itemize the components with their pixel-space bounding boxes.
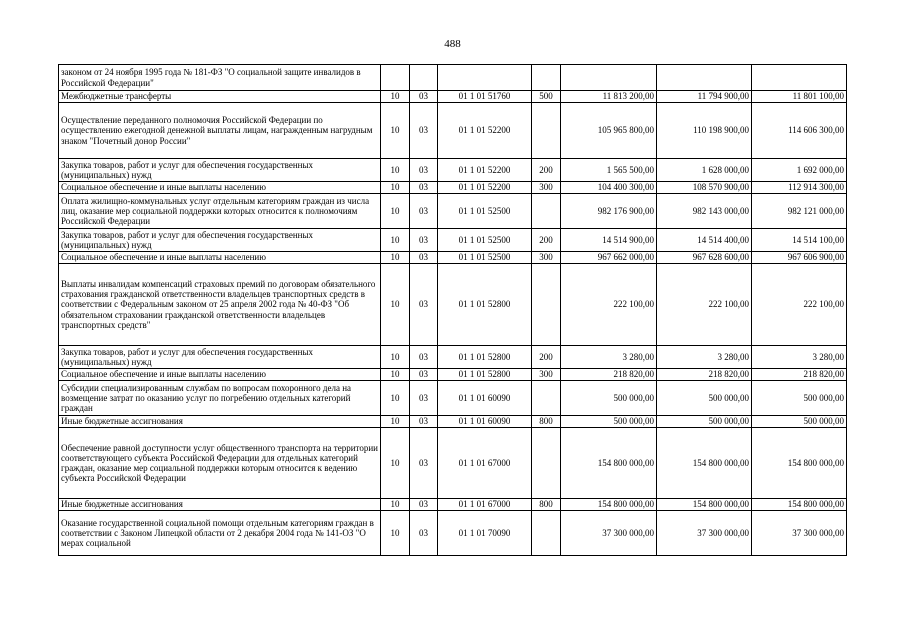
section-code-cell: 10 — [381, 252, 410, 264]
amount-year-3-cell: 3 280,00 — [752, 346, 847, 369]
expense-type-code-cell: 300 — [532, 369, 561, 381]
target-article-code-cell: 01 1 01 52200 — [438, 182, 532, 194]
subsection-code-cell: 03 — [410, 369, 438, 381]
amount-year-3-cell: 967 606 900,00 — [752, 252, 847, 264]
amount-year-3-cell — [752, 65, 847, 91]
amount-year-1-cell: 154 800 000,00 — [561, 499, 657, 511]
table-row — [59, 159, 847, 182]
amount-year-3-cell: 500 000,00 — [752, 381, 847, 416]
section-code-cell: 10 — [381, 91, 410, 103]
table-row — [59, 252, 847, 264]
amount-year-1-cell: 104 400 300,00 — [561, 182, 657, 194]
section-code-cell: 10 — [381, 499, 410, 511]
amount-year-1-cell: 218 820,00 — [561, 369, 657, 381]
table-row — [59, 91, 847, 103]
amount-year-3-cell: 14 514 100,00 — [752, 229, 847, 252]
subsection-code-cell: 03 — [410, 346, 438, 369]
amount-year-3-cell: 218 820,00 — [752, 369, 847, 381]
expense-type-code-cell — [532, 381, 561, 416]
section-code-cell: 10 — [381, 369, 410, 381]
budget-table — [58, 64, 847, 556]
amount-year-3-cell: 37 300 000,00 — [752, 511, 847, 556]
amount-year-1-cell: 14 514 900,00 — [561, 229, 657, 252]
item-name-cell: Иные бюджетные ассигнования — [59, 416, 381, 428]
item-name-cell: Оказание государственной социальной помощи отдельным категориям граждан в соответствии с Законом Липецкой области от 2 декабря 2004 года № 141-ОЗ "О мерах социальной — [59, 511, 381, 556]
expense-type-code-cell: 800 — [532, 499, 561, 511]
expense-type-code-cell: 200 — [532, 346, 561, 369]
target-article-code-cell: 01 1 01 52800 — [438, 369, 532, 381]
table-row — [59, 229, 847, 252]
item-name-cell: Межбюджетные трансферты — [59, 91, 381, 103]
amount-year-1-cell: 982 176 900,00 — [561, 194, 657, 229]
amount-year-2-cell: 982 143 000,00 — [657, 194, 752, 229]
item-name-cell: Социальное обеспечение и иные выплаты населению — [59, 252, 381, 264]
table-row — [59, 346, 847, 369]
subsection-code-cell: 03 — [410, 159, 438, 182]
section-code-cell: 10 — [381, 428, 410, 499]
amount-year-1-cell: 37 300 000,00 — [561, 511, 657, 556]
target-article-code-cell: 01 1 01 52800 — [438, 264, 532, 346]
section-code-cell: 10 — [381, 264, 410, 346]
amount-year-3-cell: 154 800 000,00 — [752, 499, 847, 511]
target-article-code-cell: 01 1 01 52200 — [438, 159, 532, 182]
amount-year-3-cell: 114 606 300,00 — [752, 103, 847, 159]
item-name-cell: Закупка товаров, работ и услуг для обеспечения государственных (муниципальных) нужд — [59, 346, 381, 369]
amount-year-2-cell: 154 800 000,00 — [657, 428, 752, 499]
subsection-code-cell: 03 — [410, 511, 438, 556]
item-name-cell: Закупка товаров, работ и услуг для обеспечения государственных (муниципальных) нужд — [59, 159, 381, 182]
target-article-code-cell: 01 1 01 52500 — [438, 252, 532, 264]
section-code-cell: 10 — [381, 511, 410, 556]
subsection-code-cell: 03 — [410, 252, 438, 264]
amount-year-2-cell: 110 198 900,00 — [657, 103, 752, 159]
amount-year-2-cell: 11 794 900,00 — [657, 91, 752, 103]
section-code-cell: 10 — [381, 182, 410, 194]
table-row — [59, 194, 847, 229]
amount-year-2-cell: 37 300 000,00 — [657, 511, 752, 556]
section-code-cell: 10 — [381, 416, 410, 428]
amount-year-1-cell: 154 800 000,00 — [561, 428, 657, 499]
amount-year-1-cell: 105 965 800,00 — [561, 103, 657, 159]
expense-type-code-cell — [532, 511, 561, 556]
amount-year-2-cell: 3 280,00 — [657, 346, 752, 369]
amount-year-3-cell: 112 914 300,00 — [752, 182, 847, 194]
expense-type-code-cell — [532, 264, 561, 346]
amount-year-2-cell: 218 820,00 — [657, 369, 752, 381]
expense-type-code-cell: 500 — [532, 91, 561, 103]
section-code-cell: 10 — [381, 103, 410, 159]
amount-year-2-cell: 967 628 600,00 — [657, 252, 752, 264]
amount-year-2-cell: 222 100,00 — [657, 264, 752, 346]
item-name-cell: Обеспечение равной доступности услуг общественного транспорта на территории соответствующего субъекта Российской Федерации для отдельных категорий граждан, оказание мер социальной поддержки которым относится к ведению субъекта Российской Федерации — [59, 428, 381, 499]
amount-year-1-cell: 1 565 500,00 — [561, 159, 657, 182]
table-row — [59, 369, 847, 381]
section-code-cell: 10 — [381, 159, 410, 182]
amount-year-3-cell: 11 801 100,00 — [752, 91, 847, 103]
target-article-code-cell: 01 1 01 60090 — [438, 381, 532, 416]
target-article-code-cell: 01 1 01 60090 — [438, 416, 532, 428]
item-name-cell: Осуществление переданного полномочия Российской Федерации по осуществлению ежегодной денежной выплаты лицам, награжденным нагрудным знаком "Почетный донор России" — [59, 103, 381, 159]
subsection-code-cell: 03 — [410, 194, 438, 229]
expense-type-code-cell — [532, 194, 561, 229]
amount-year-2-cell — [657, 65, 752, 91]
amount-year-2-cell: 108 570 900,00 — [657, 182, 752, 194]
target-article-code-cell: 01 1 01 67000 — [438, 499, 532, 511]
target-article-code-cell: 01 1 01 52200 — [438, 103, 532, 159]
amount-year-1-cell: 3 280,00 — [561, 346, 657, 369]
target-article-code-cell: 01 1 01 70090 — [438, 511, 532, 556]
amount-year-3-cell: 500 000,00 — [752, 416, 847, 428]
item-name-cell: Выплаты инвалидам компенсаций страховых премий по договорам обязательного страхования гражданской ответственности владельцев транспортных средств в соответствии с Федеральным законом от 25 апреля 2002 года № 40-ФЗ "Об обязательном страховании гражданской ответственности владельцев транспортных средств" — [59, 264, 381, 346]
expense-type-code-cell: 300 — [532, 252, 561, 264]
subsection-code-cell — [410, 65, 438, 91]
expense-type-code-cell — [532, 428, 561, 499]
table-row — [59, 65, 847, 91]
amount-year-3-cell: 982 121 000,00 — [752, 194, 847, 229]
table-row — [59, 264, 847, 346]
expense-type-code-cell — [532, 103, 561, 159]
amount-year-2-cell: 500 000,00 — [657, 416, 752, 428]
table-row — [59, 416, 847, 428]
subsection-code-cell: 03 — [410, 264, 438, 346]
subsection-code-cell: 03 — [410, 499, 438, 511]
amount-year-1-cell — [561, 65, 657, 91]
amount-year-1-cell: 967 662 000,00 — [561, 252, 657, 264]
subsection-code-cell: 03 — [410, 182, 438, 194]
expense-type-code-cell: 200 — [532, 159, 561, 182]
amount-year-2-cell: 14 514 400,00 — [657, 229, 752, 252]
amount-year-1-cell: 11 813 200,00 — [561, 91, 657, 103]
page-number: 488 — [444, 38, 461, 50]
section-code-cell — [381, 65, 410, 91]
expense-type-code-cell: 800 — [532, 416, 561, 428]
amount-year-2-cell: 1 628 000,00 — [657, 159, 752, 182]
table-row — [59, 381, 847, 416]
expense-type-code-cell: 300 — [532, 182, 561, 194]
item-name-cell: законом от 24 ноября 1995 года № 181-ФЗ "О социальной защите инвалидов в Российской Федерации" — [59, 65, 381, 91]
subsection-code-cell: 03 — [410, 381, 438, 416]
target-article-code-cell: 01 1 01 52800 — [438, 346, 532, 369]
item-name-cell: Социальное обеспечение и иные выплаты населению — [59, 182, 381, 194]
section-code-cell: 10 — [381, 229, 410, 252]
target-article-code-cell: 01 1 01 52500 — [438, 194, 532, 229]
item-name-cell: Субсидии специализированным службам по вопросам похоронного дела на возмещение затрат по оказанию услуг по погребению отдельных категорий граждан — [59, 381, 381, 416]
expense-type-code-cell: 200 — [532, 229, 561, 252]
section-code-cell: 10 — [381, 346, 410, 369]
amount-year-1-cell: 500 000,00 — [561, 416, 657, 428]
subsection-code-cell: 03 — [410, 416, 438, 428]
amount-year-1-cell: 500 000,00 — [561, 381, 657, 416]
target-article-code-cell: 01 1 01 67000 — [438, 428, 532, 499]
section-code-cell: 10 — [381, 381, 410, 416]
target-article-code-cell — [438, 65, 532, 91]
target-article-code-cell: 01 1 01 51760 — [438, 91, 532, 103]
table-row — [59, 103, 847, 159]
amount-year-2-cell: 500 000,00 — [657, 381, 752, 416]
subsection-code-cell: 03 — [410, 91, 438, 103]
amount-year-3-cell: 222 100,00 — [752, 264, 847, 346]
table-row — [59, 499, 847, 511]
subsection-code-cell: 03 — [410, 103, 438, 159]
target-article-code-cell: 01 1 01 52500 — [438, 229, 532, 252]
table-row — [59, 428, 847, 499]
item-name-cell: Социальное обеспечение и иные выплаты населению — [59, 369, 381, 381]
subsection-code-cell: 03 — [410, 428, 438, 499]
item-name-cell: Иные бюджетные ассигнования — [59, 499, 381, 511]
budget-table-body — [59, 65, 847, 556]
item-name-cell: Закупка товаров, работ и услуг для обеспечения государственных (муниципальных) нужд — [59, 229, 381, 252]
amount-year-2-cell: 154 800 000,00 — [657, 499, 752, 511]
amount-year-1-cell: 222 100,00 — [561, 264, 657, 346]
subsection-code-cell: 03 — [410, 229, 438, 252]
amount-year-3-cell: 154 800 000,00 — [752, 428, 847, 499]
item-name-cell: Оплата жилищно-коммунальных услуг отдельным категориям граждан из числа лиц, оказание мер социальной поддержки которых относится к полномочиям Российской Федерации — [59, 194, 381, 229]
expense-type-code-cell — [532, 65, 561, 91]
section-code-cell: 10 — [381, 194, 410, 229]
table-row — [59, 182, 847, 194]
table-row — [59, 511, 847, 556]
amount-year-3-cell: 1 692 000,00 — [752, 159, 847, 182]
